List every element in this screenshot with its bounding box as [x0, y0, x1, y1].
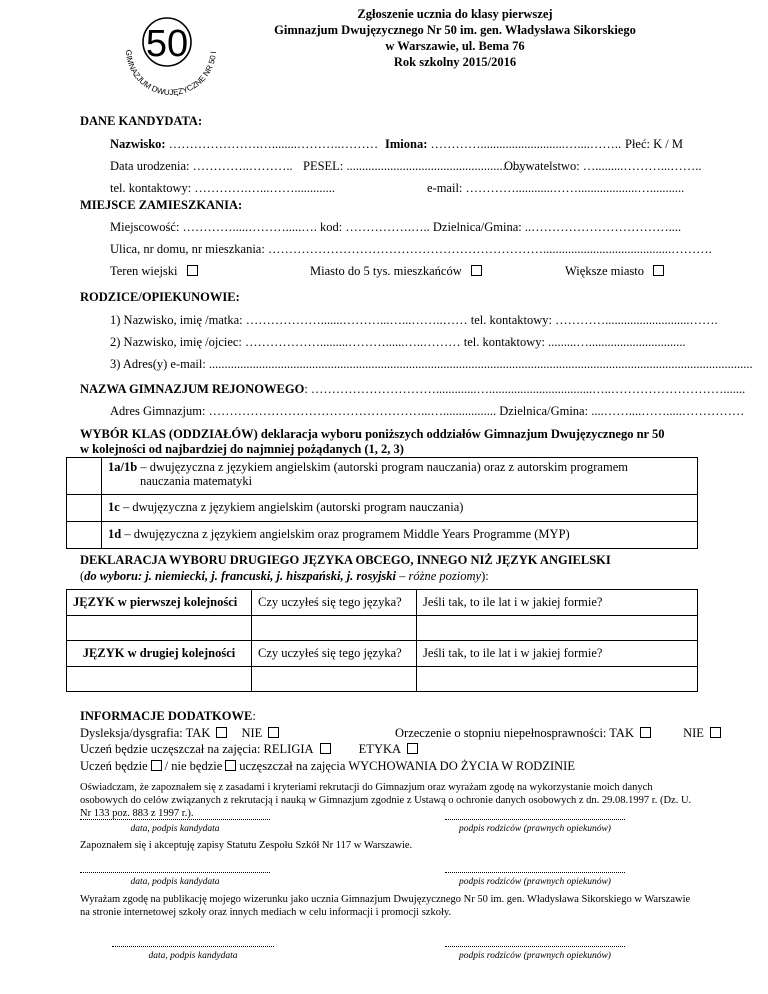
- form-title: [240, 6, 670, 70]
- signature-parents-1[interactable]: podpis rodziców (prawnych opiekunów): [445, 819, 625, 834]
- language-table: [66, 589, 698, 692]
- signature-parents-3[interactable]: podpis rodziców (prawnych opiekunów): [445, 946, 625, 961]
- class-row-1ab: [67, 458, 698, 495]
- names-field[interactable]: Imiona: …………...........................…....……..: [385, 137, 622, 151]
- language-1-studied-input[interactable]: [252, 616, 417, 641]
- rural-checkbox[interactable]: [187, 265, 198, 276]
- disability-no-checkbox[interactable]: [710, 727, 721, 738]
- disability-no-label: NIE: [683, 726, 704, 740]
- email-field[interactable]: e-mail: …………............……...................…...........: [427, 181, 685, 195]
- language-2-label: JĘZYK w drugiej kolejności: [67, 641, 252, 667]
- class-desc: – dwujęzyczna z językiem angielskim (autorski program nauczania): [119, 500, 464, 514]
- language-1-studied-label: Czy uczyłeś się tego języka?: [252, 590, 417, 616]
- class-desc-cell: [102, 522, 698, 549]
- surname-line[interactable]: Nazwisko: ………………….…........………..………: [110, 137, 379, 151]
- residence-heading: MIEJSCE ZAMIESZKANIA:: [80, 198, 243, 212]
- class-desc: – dwujęzyczna z językiem angielskim oraz programem Middle Years Programme (MYP): [121, 527, 570, 541]
- language-1-years-input[interactable]: [417, 616, 698, 641]
- class-choice-heading-1: WYBÓR KLAS (ODDZIAŁÓW) deklaracja wyboru poniższych oddziałów Gimnazjum Dwujęzycznego nr 50: [80, 427, 665, 441]
- class-row-1c: [67, 495, 698, 522]
- class-choice-table: [66, 457, 698, 549]
- small-town-label: Miasto do 5 tys. mieszkańców: [310, 264, 462, 278]
- language-2-studied-label: Czy uczyłeś się tego języka?: [252, 641, 417, 667]
- class-desc-cell: [102, 458, 698, 495]
- class-code: 1d: [108, 527, 122, 541]
- language-heading: DEKLARACJA WYBORU DRUGIEGO JĘZYKA OBCEGO, INNEGO NIŻ JĘZYK ANGIELSKI: [80, 553, 611, 567]
- signature-candidate-2[interactable]: data, podpis kandydata: [80, 872, 270, 887]
- district-school-dots: : ………………………….............….................................…..……………………….......: [304, 382, 746, 396]
- language-1-label: JĘZYK w pierwszej kolejności: [67, 590, 252, 616]
- father-field[interactable]: 2) Nazwisko, imię /ojciec: ……………….........………......…..……… tel. kontaktowy: .........…...............................: [110, 335, 686, 349]
- parents-heading: RODZICE/OPIEKUNOWIE:: [80, 290, 240, 304]
- language-1-years-label: Jeśli tak, to ile lat i w jakiej formie?: [417, 590, 698, 616]
- town-field[interactable]: Miejscowość: ………….....……….....…. kod: …………….….. Dzielnica/Gmina: ..……………………………....: [110, 220, 682, 234]
- language-2-years-label: Jeśli tak, to ile lat i w jakiej formie?: [417, 641, 698, 667]
- big-town-option[interactable]: [565, 264, 667, 279]
- family-yes-checkbox[interactable]: [151, 760, 162, 771]
- religion-checkbox[interactable]: [320, 743, 331, 754]
- ethics-label: ETYKA: [358, 742, 402, 756]
- language-row-2-input: [67, 667, 698, 692]
- logo-ring-text: GIMNAZJUM DWUJĘZYCZNE NR 50 I: [123, 49, 218, 98]
- class-code: 1a/1b: [108, 460, 138, 474]
- class-rank-cell[interactable]: [67, 522, 102, 549]
- language-row-1-input: [67, 616, 698, 641]
- dyslexia-no-checkbox[interactable]: [268, 727, 279, 738]
- class-desc-cont: nauczania matematyki: [140, 474, 253, 488]
- district-school-field[interactable]: [80, 382, 745, 397]
- additional-heading: INFORMACJE DODATKOWE:: [80, 709, 256, 723]
- title-line-4: Rok szkolny 2015/2016: [393, 55, 517, 69]
- ethics-checkbox[interactable]: [407, 743, 418, 754]
- dyslexia-yes-checkbox[interactable]: [216, 727, 227, 738]
- title-line-2: Gimnazjum Dwujęzycznego Nr 50 im. gen. Władysława Sikorskiego: [274, 23, 636, 37]
- class-code: 1c: [108, 500, 120, 514]
- rural-label: Teren wiejski: [110, 264, 178, 278]
- class-choice-heading-2: w kolejności od najbardziej do najmniej pożądanych (1, 2, 3): [80, 442, 404, 456]
- class-desc: – dwujęzyczna z językiem angielskim (autorski program nauczania) oraz z autorskim programem: [137, 460, 628, 474]
- phone-field[interactable]: tel. kontaktowy: ………….…...…….............: [110, 181, 335, 195]
- pesel-field[interactable]: PESEL: .........................................................: [303, 159, 525, 173]
- big-town-checkbox[interactable]: [653, 265, 664, 276]
- dyslexia-no-label: NIE: [241, 726, 263, 740]
- language-2-studied-input[interactable]: [252, 667, 417, 692]
- signature-candidate-3[interactable]: data, podpis kandydata: [112, 946, 274, 961]
- disability-row: [395, 726, 724, 741]
- religion-row: [80, 742, 421, 757]
- language-options: do wyboru: j. niemiecki, j. francuski, j. hiszpański, j. rosyjski: [84, 569, 397, 583]
- language-2-input[interactable]: [67, 667, 252, 692]
- language-subheading: (do wyboru: j. niemiecki, j. francuski, j. hiszpański, j. rosyjski – różne poziomy):: [80, 569, 489, 583]
- parents-email-field[interactable]: 3) Adres(y) e-mail: ..............................................................................................................................................................................: [110, 357, 753, 371]
- language-row-1-header: [67, 590, 698, 616]
- consent-data-processing: Oświadczam, że zapoznałem się z zasadami i kryteriami rekrutacji do Gimnazjum oraz wyrażam zgodę na wykorzystanie moich danych osobowych do celów związanych z rekrutacją i nauką w Gimnazjum zgodnie z Ustawą o ochronie danych osobowych z dn. 29.08.1997 r. (Dz. U. Nr 133 poz. 883 z 1997 r.).: [80, 782, 692, 819]
- big-town-label: Większe miasto: [565, 264, 644, 278]
- language-1-input[interactable]: [67, 616, 252, 641]
- disability-yes-checkbox[interactable]: [640, 727, 651, 738]
- class-row-1d: [67, 522, 698, 549]
- dyslexia-row: [80, 726, 282, 741]
- signature-parents-2[interactable]: podpis rodziców (prawnych opiekunów): [445, 872, 625, 887]
- consent-statute: Zapoznałem się i akceptuję zapisy Statutu Zespołu Szkół Nr 117 w Warszawie.: [80, 840, 413, 851]
- logo-seal-icon: [108, 8, 228, 108]
- rural-option[interactable]: [110, 264, 201, 279]
- school-logo: [108, 8, 228, 108]
- mother-field[interactable]: 1) Nazwisko, imię /matka: ……………….......………...…...……..…… tel. kontaktowy: …………...........................…….: [110, 313, 718, 327]
- class-rank-cell[interactable]: [67, 495, 102, 522]
- sex-field[interactable]: Płeć: K / M: [625, 137, 683, 151]
- title-line-3: w Warszawie, ul. Bema 76: [385, 39, 525, 53]
- small-town-option[interactable]: [310, 264, 485, 279]
- candidate-heading: DANE KANDYDATA:: [80, 114, 203, 128]
- citizenship-field[interactable]: Obywatelstwo: ….........………...……..: [504, 159, 702, 173]
- title-line-1: Zgłoszenie ucznia do klasy pierwszej: [357, 7, 553, 21]
- consent-image-publication: Wyrażam zgodę na publikację mojego wizerunku jako ucznia Gimnazjum Dwujęzycznego Nr 50 im. gen. Władysława Sikorskiego w Warszawie na stronie internetowej szkoły oraz innych mediach w celu informacji i promocji szkoły.: [80, 894, 691, 918]
- disability-label: Orzeczenie o stopniu niepełnosprawności: TAK: [395, 726, 634, 740]
- class-desc-cell: [102, 495, 698, 522]
- family-no-checkbox[interactable]: [225, 760, 236, 771]
- district-school-address-field[interactable]: Adres Gimnazjum: ……………………………………………...…................. Dzielnica/Gmina: ....……....…….....……………: [110, 404, 745, 418]
- street-field[interactable]: Ulica, nr domu, nr mieszkania: ………………………………………………………….........................................……….: [110, 242, 712, 256]
- logo-number: 50: [145, 23, 189, 65]
- signature-candidate-1[interactable]: data, podpis kandydata: [80, 819, 270, 834]
- dyslexia-label: Dysleksja/dysgrafia: TAK: [80, 726, 211, 740]
- religion-label: Uczeń będzie uczęszczał na zajęcia: RELIGIA: [80, 742, 314, 756]
- class-rank-cell[interactable]: [67, 458, 102, 495]
- small-town-checkbox[interactable]: [471, 265, 482, 276]
- language-2-years-input[interactable]: [417, 667, 698, 692]
- birthdate-field[interactable]: Data urodzenia: …………..………..: [110, 159, 293, 173]
- language-row-2-header: [67, 641, 698, 667]
- family-education-row: Uczeń będzie / nie będzie uczęszczał na zajęcia WYCHOWANIA DO ŻYCIA W RODZINIE: [80, 759, 575, 773]
- district-school-heading: NAZWA GIMNAZJUM REJONOWEGO: [80, 382, 305, 396]
